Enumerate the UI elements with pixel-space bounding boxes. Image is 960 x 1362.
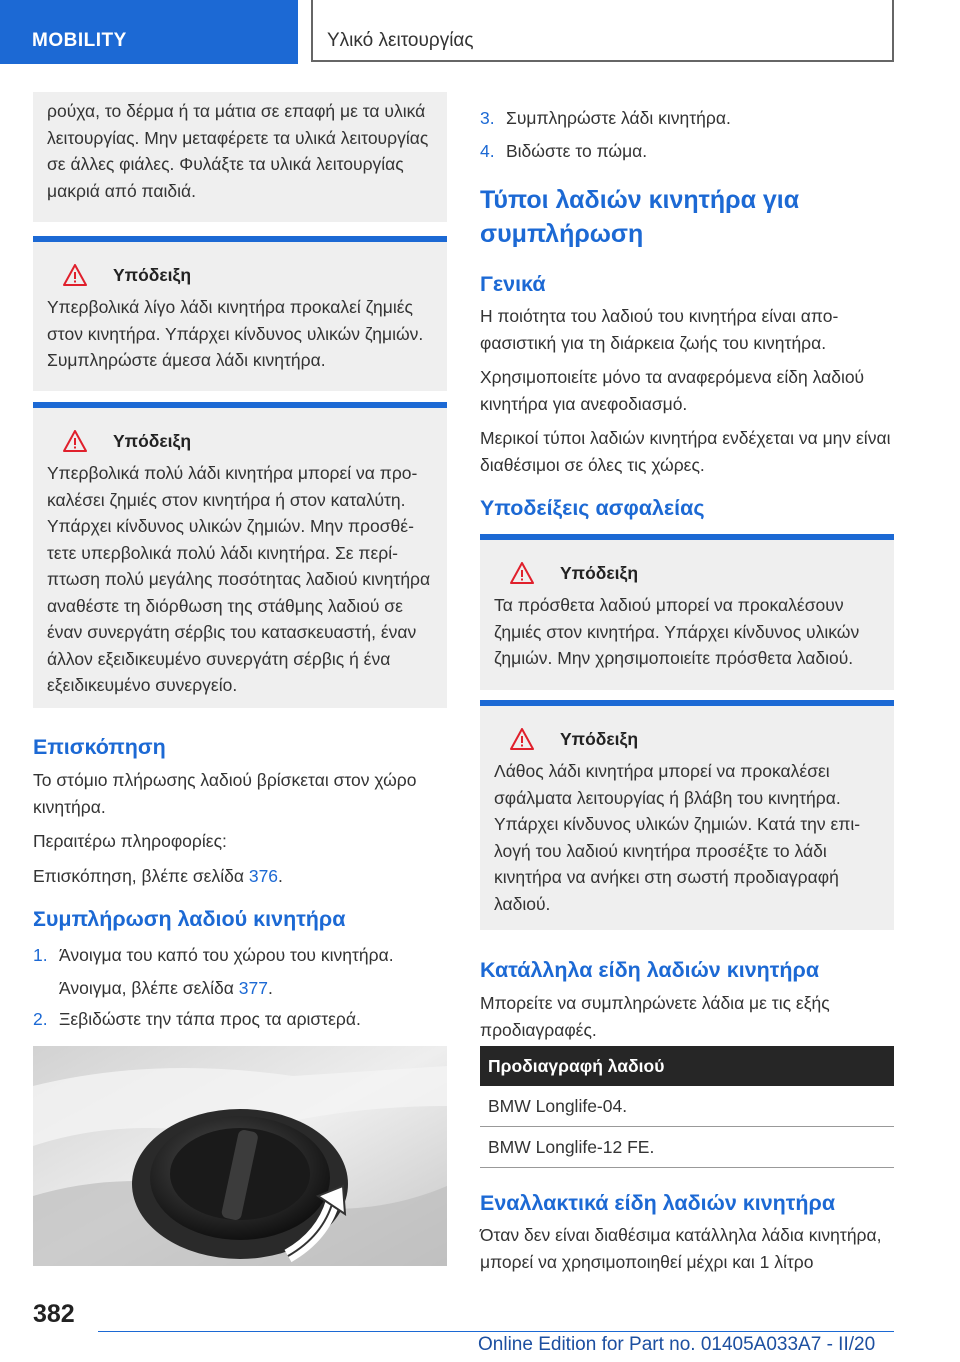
note-box-4 (480, 700, 894, 930)
alternative-oils-heading: Εναλλακτικά είδη λαδιών κινητήρα (480, 1191, 836, 1215)
step-text: Συμπληρώστε λάδι κινητήρα. (506, 108, 731, 128)
suitable-oils-text: Μπορείτε να συμπληρώνετε λάδια με τις εξής προδιαγραφές. (480, 993, 830, 1040)
warning-icon (510, 728, 534, 750)
intro-text: ρούχα, το δέρμα ή τα μάτια σε επαφή με τα υλικά λειτουργίας. Μην μεταφέρετε τα υλικά λειτουργίας σε άλλες φιάλες. Φυλάξτε τα υλικά λειτουργίας μακριά από παιδιά. (47, 101, 429, 201)
footer-divider (98, 1331, 894, 1332)
general-heading: Γενικά (480, 272, 546, 296)
oil-filler-cap-illustration (33, 1046, 447, 1266)
overview-reference: Επισκόπηση, βλέπε σελίδα 376. (33, 865, 283, 886)
note-title: Υπόδειξη (113, 264, 192, 285)
note-title: Υπόδειξη (560, 728, 639, 749)
step-1 (33, 942, 447, 968)
oil-cap-drawing (33, 1046, 447, 1266)
table-header: Προδιαγραφή λαδιού (480, 1046, 894, 1086)
step-text: Ξεβιδώστε την τάπα προς τα αριστερά. (59, 1009, 361, 1029)
table-cell: BMW Longlife-04. (480, 1086, 894, 1127)
general-text-2: Χρησιμοποιείτε μόνο τα αναφερόμενα είδη λαδιού κινητήρα για ανεφοδιασμό. (480, 367, 865, 414)
note-text: Τα πρόσθετα λαδιού μπορεί να προκαλέσουν ζημιές στον κινητήρα. Υπάρχει κίνδυνος υλικών ζημιών. Μην χρησιμοποιείτε πρόσθετα λαδιού. (494, 595, 860, 668)
step-number: 4. (480, 141, 495, 161)
edition-info: Online Edition for Part no. 01405A033A7 - II/20 (478, 1334, 876, 1355)
suitable-oils-heading: Κατάλληλα είδη λαδιών κινητήρα (480, 958, 820, 982)
note-text: Υπερβολικά λίγο λάδι κινητήρα προκαλεί ζημιές στον κινητήρα. Υπάρχει κίνδυνος υλικών ζημιών. Συμπληρώστε άμεσα λάδι κινητήρα. (47, 297, 424, 370)
oil-spec-table (480, 1046, 894, 1168)
intro-box (33, 92, 447, 222)
step-number: 2. (33, 1009, 48, 1029)
overview-text: Το στόμιο πλήρωσης λαδιού βρίσκεται στον χώρο κινητήρα. (33, 770, 417, 817)
warning-icon (510, 562, 534, 584)
table-row (480, 1086, 894, 1127)
note-box-2 (33, 402, 447, 708)
page-number: 382 (33, 1300, 75, 1328)
step-1-reference: Άνοιγμα, βλέπε σελίδα 377. (59, 978, 273, 998)
note-box-1 (33, 236, 447, 391)
note-title: Υπόδειξη (113, 430, 192, 451)
safety-heading: Υποδείξεις ασφαλείας (480, 496, 705, 520)
page-link-377[interactable]: 377 (238, 978, 268, 998)
step-number: 3. (480, 108, 495, 128)
section-label: MOBILITY (32, 30, 127, 51)
step-2 (33, 1006, 447, 1032)
note-text: Λάθος λάδι κινητήρα μπορεί να προκαλέσει σφάλματα λειτουργίας ή βλάβη του κινητήρα. Υπάρχει κίνδυνος υλικών ζημιών. Κατά την επιλογή του λαδιού κινητήρα προσέξτε το λάδι κινητήρα να ανήκει στη σωστή προδιαγραφή λαδιού. (494, 761, 861, 914)
oil-types-heading: Τύποι λαδιών κινητήρα για συμπλήρωση (480, 186, 800, 248)
page-link-376[interactable]: 376 (248, 865, 279, 886)
step-number: 1. (33, 945, 48, 965)
step-text: Άνοιγμα του καπό του χώρου του κινητήρα. (59, 945, 394, 965)
note-title: Υπόδειξη (560, 562, 639, 583)
overview-heading: Επισκόπηση (33, 735, 166, 759)
general-text-3: Μερικοί τύποι λαδιών κινητήρα ενδέχεται να μην είναι διαθέσιμοι σε όλες τις χώρες. (480, 428, 891, 475)
note-text: Υπερβολικά πολύ λάδι κινητήρα μπορεί να προκαλέσει ζημιές στον κινητήρα ή στον καταλύτη. Υπάρχει κίνδυνος υλικών ζημιών. Μην προσθέτετε υπερβολικά πολύ λάδι κινητήρα. Σε περίπτωση πολύ μεγάλης ποσότητας λαδιού κινητήρα αναθέστε τη διόρθωση της στάθμης λαδιού σε έναν συνεργάτη σέρβις του κατασκευαστή, έναν άλλον εξειδικευμένο συνεργάτη σέρβις ή ένα εξειδικευμένο συνεργείο. (47, 463, 431, 695)
warning-icon (63, 264, 87, 286)
note-box-3 (480, 534, 894, 690)
table-cell: BMW Longlife-12 FE. (480, 1127, 894, 1168)
step-3 (480, 105, 894, 131)
step-text: Βιδώστε το πώμα. (506, 141, 648, 161)
general-text-1: Η ποιότητα του λαδιού του κινητήρα είναι αποφασιστική για τη διάρκεια ζωής του κινητήρα. (480, 306, 839, 353)
table-row (480, 1127, 894, 1168)
refill-heading: Συμπλήρωση λαδιού κινητήρα (33, 907, 346, 931)
warning-icon (63, 430, 87, 452)
chapter-label: Υλικό λειτουργίας (327, 30, 474, 51)
alternative-oils-text: Όταν δεν είναι διαθέσιμα κατάλληλα λάδια κινητήρα, μπορεί να χρησιμοποιηθεί μέχρι και 1 λίτρο (480, 1225, 882, 1272)
step-4 (480, 138, 894, 164)
section-tab[interactable] (0, 0, 298, 64)
overview-more: Περαιτέρω πληροφορίες: (33, 831, 227, 851)
chapter-tab (311, 0, 894, 62)
